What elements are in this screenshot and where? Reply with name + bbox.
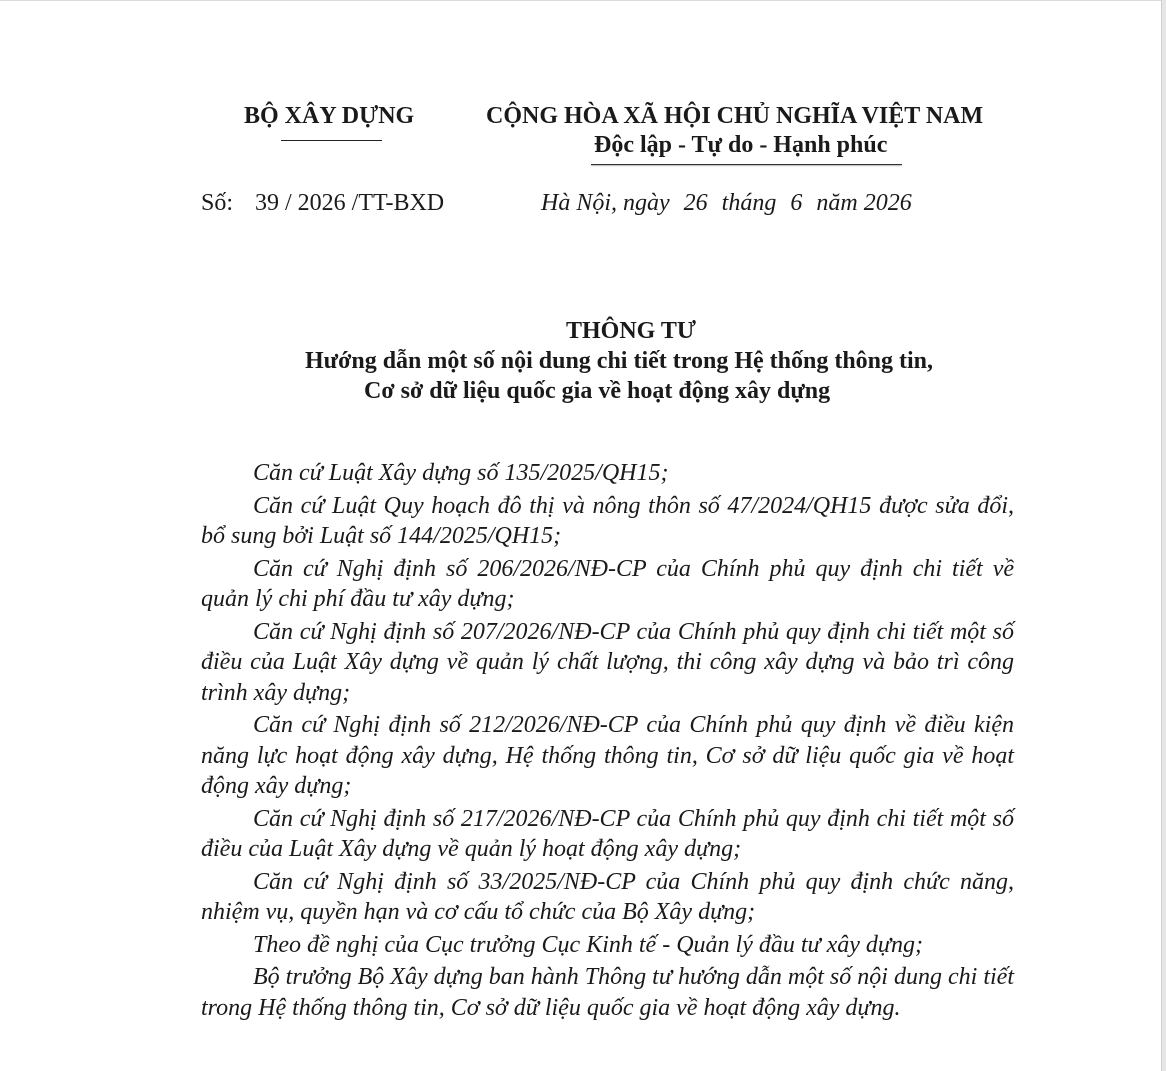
document-title-line-2: Cơ sở dữ liệu quốc gia về hoạt động xây dựng — [364, 378, 831, 404]
issue-date — [541, 190, 912, 217]
number-value: 39 / 2026 /TT-BXD — [255, 190, 445, 216]
date-month: 6 — [790, 190, 803, 216]
date-place: Hà Nội, ngày — [541, 190, 670, 216]
preamble-paragraph: Căn cứ Nghị định số 212/2026/NĐ-CP của Chính phủ quy định về điều kiện năng lực hoạt động xây dựng, Hệ thống thông tin, Cơ sở dữ liệu quốc gia về hoạt động xây dựng; — [201, 712, 1014, 799]
country-name: CỘNG HÒA XÃ HỘI CHỦ NGHĨA VIỆT NAM — [486, 103, 984, 129]
date-month-label: tháng — [721, 190, 777, 216]
document-type: THÔNG TƯ — [565, 318, 697, 344]
preamble — [201, 458, 1014, 1025]
motto-underline — [591, 164, 902, 165]
date-year: 2026 — [863, 190, 912, 216]
number-label: Số: — [201, 190, 234, 216]
document-title-line-1: Hướng dẫn một số nội dung chi tiết trong Hệ thống thông tin, — [305, 348, 934, 374]
issuing-ministry: BỘ XÂY DỰNG — [244, 103, 415, 129]
date-year-label: năm — [816, 190, 858, 216]
preamble-paragraph: Bộ trưởng Bộ Xây dựng ban hành Thông tư hướng dẫn một số nội dung chi tiết trong Hệ thống thông tin, Cơ sở dữ liệu quốc gia về hoạt động xây dựng. — [201, 964, 1014, 1021]
preamble-paragraph: Căn cứ Nghị định số 217/2026/NĐ-CP của Chính phủ quy định chi tiết một số điều của Luật Xây dựng về quản lý hoạt động xây dựng; — [201, 805, 1014, 862]
preamble-paragraph: Căn cứ Nghị định số 206/2026/NĐ-CP của Chính phủ quy định chi tiết về quản lý chi phí đầu tư xây dựng; — [201, 555, 1014, 612]
page-right-edge — [1161, 0, 1166, 1071]
document-number — [201, 190, 444, 217]
date-day: 26 — [683, 190, 708, 216]
preamble-paragraph: Căn cứ Nghị định số 33/2025/NĐ-CP của Chính phủ quy định chức năng, nhiệm vụ, quyền hạn và cơ cấu tổ chức của Bộ Xây dựng; — [201, 868, 1014, 925]
ministry-underline — [281, 140, 382, 141]
national-motto: Độc lập - Tự do - Hạnh phúc — [594, 132, 888, 158]
preamble-paragraph: Căn cứ Luật Xây dựng số 135/2025/QH15; — [253, 460, 669, 486]
preamble-paragraph: Theo đề nghị của Cục trưởng Cục Kinh tế - Quản lý đầu tư xây dựng; — [253, 931, 923, 958]
page-top-border — [0, 0, 1166, 1]
preamble-paragraph: Căn cứ Luật Quy hoạch đô thị và nông thôn số 47/2024/QH15 được sửa đổi, bổ sung bởi Luật số 144/2025/QH15; — [201, 492, 1014, 549]
preamble-paragraph: Căn cứ Nghị định số 207/2026/NĐ-CP của Chính phủ quy định chi tiết một số điều của Luật Xây dựng về quản lý chất lượng, thi công xây dựng và bảo trì công trình xây dựng; — [201, 618, 1014, 706]
